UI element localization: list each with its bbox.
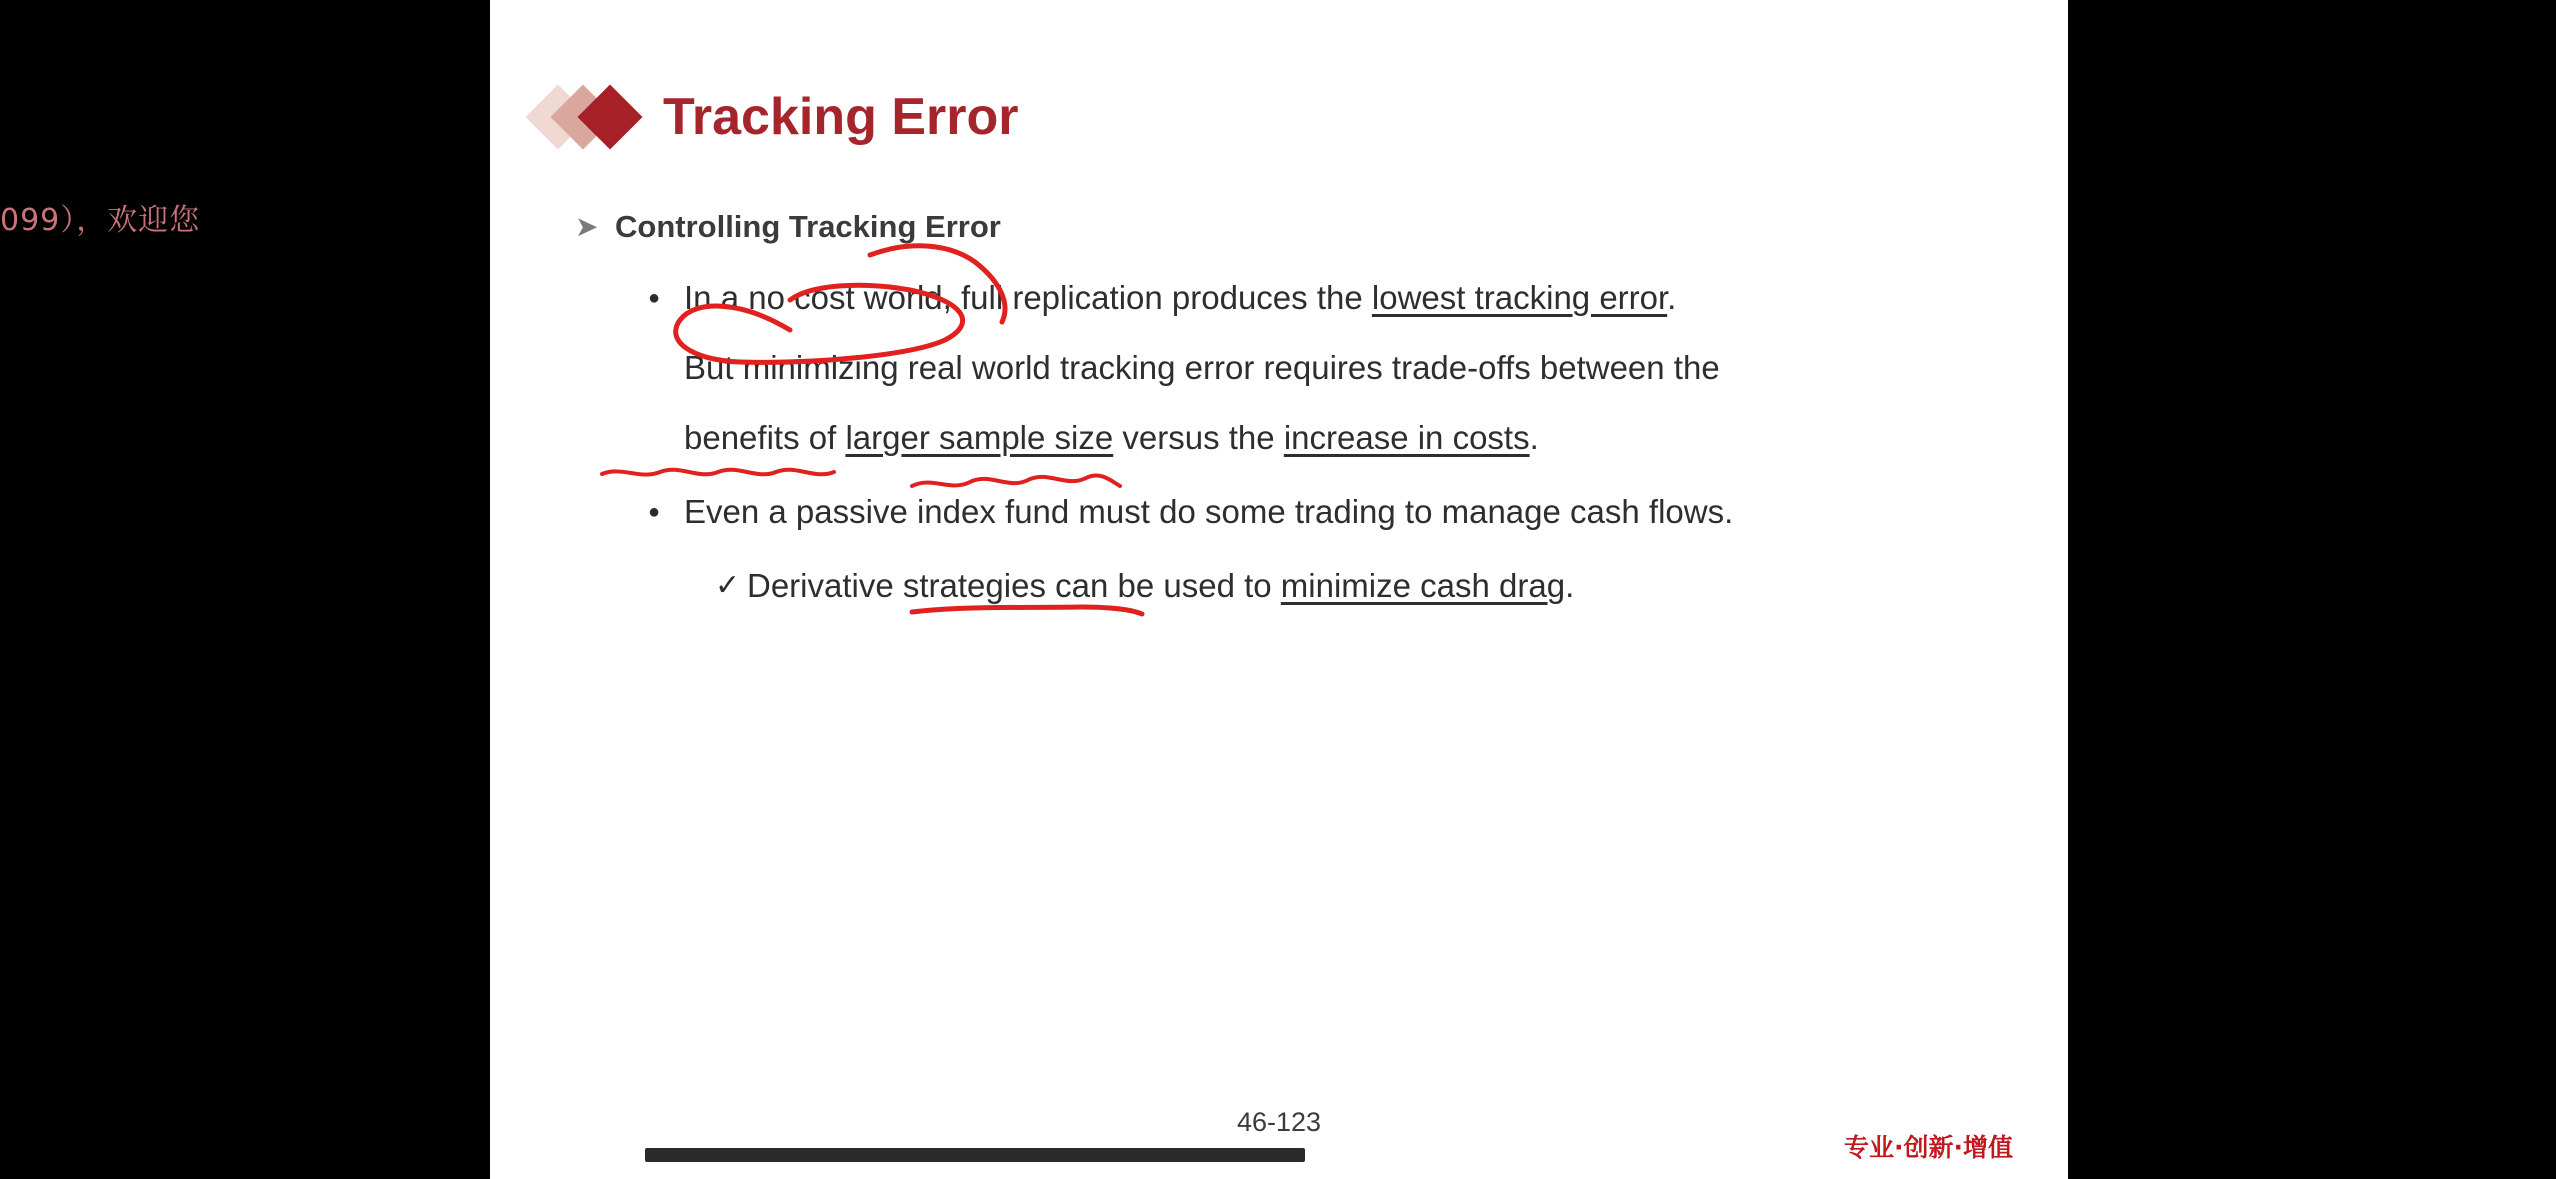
check-bullet-icon: ✓ <box>715 569 741 602</box>
item1-line2: But minimizing real world tracking error requires trade-offs between the <box>684 349 1720 386</box>
item1-part2: . <box>1667 279 1677 316</box>
item3-underline: minimize cash drag <box>1280 567 1566 604</box>
list-item-3 <box>715 551 2020 621</box>
list-item-2 <box>648 477 2020 547</box>
item1-underline1: lowest tracking error <box>1371 279 1668 316</box>
slide-title-row <box>535 82 1018 152</box>
item1-line3-part1: benefits of <box>684 419 846 456</box>
slide-page-number: 46-123 <box>1236 1107 1322 1137</box>
left-overlay-text: 099），欢迎您 <box>0 203 201 238</box>
item1-line3-part2: versus the <box>1113 419 1284 456</box>
item3-part1: Derivative strategies can be used to <box>747 567 1281 604</box>
dot-bullet-icon: ● <box>648 287 661 309</box>
list-item-3-text <box>747 551 1574 621</box>
page-title: Tracking Error <box>663 88 1019 146</box>
item1-part1: In a no cost world, full replication produces the <box>684 279 1372 316</box>
list-item-2-text: Even a passive index fund must do some trading to manage cash flows. <box>684 493 1734 530</box>
diamond-decoration-icon <box>535 84 653 150</box>
progress-bar[interactable] <box>645 1148 1305 1162</box>
presentation-slide[interactable] <box>490 0 2068 1179</box>
slide-body <box>540 205 2020 621</box>
list-item-1 <box>648 263 2020 473</box>
arrow-bullet-icon: ➤ <box>575 211 599 242</box>
list-item-1-text <box>684 263 1720 473</box>
item1-line3-part3: . <box>1529 419 1539 456</box>
heading-text: Controlling Tracking Error <box>615 209 1001 244</box>
item3-part2: . <box>1565 567 1575 604</box>
footer-brand: 专业·创新·增值 <box>1844 1133 2013 1162</box>
item1-line3-underline1: larger sample size <box>845 419 1114 456</box>
item1-line3-underline2: increase in costs <box>1283 419 1530 456</box>
dot-bullet-icon: ● <box>648 501 661 523</box>
list-item-heading <box>575 205 2020 249</box>
